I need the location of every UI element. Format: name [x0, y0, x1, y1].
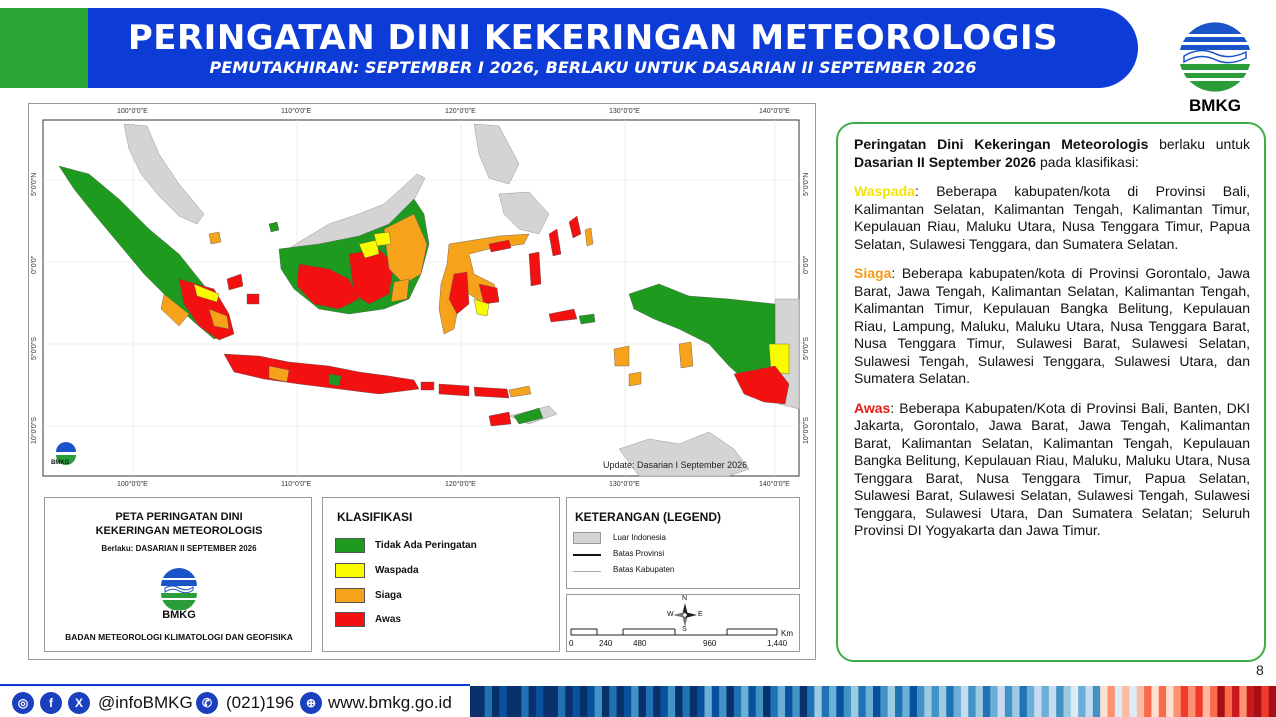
stripe — [961, 686, 969, 717]
info-waspada — [854, 183, 1250, 253]
waspada-label: Waspada — [854, 183, 915, 199]
classification-label: Siaga — [375, 590, 402, 601]
swatch-waspada — [335, 563, 365, 578]
lon-tick-bottom-130: 130°0'0"E — [609, 481, 640, 488]
website-link[interactable]: www.bmkg.go.id — [328, 693, 452, 712]
lon-tick-bottom-110: 110°0'0"E — [281, 481, 312, 488]
header-green-tab — [0, 8, 92, 88]
header-title-bar — [88, 8, 1138, 88]
stripe — [1217, 686, 1225, 717]
classification-legend — [322, 497, 560, 652]
lat-tick-left-10s: 10°0'0"S — [31, 417, 38, 444]
stripe — [1085, 686, 1093, 717]
line-province — [573, 554, 601, 556]
compass-s: S — [682, 626, 687, 633]
x-icon[interactable]: X — [68, 692, 90, 714]
classification-label: Waspada — [375, 565, 419, 576]
stripe — [1195, 686, 1203, 717]
stripe — [587, 686, 595, 717]
stripe — [785, 686, 793, 717]
stripe — [668, 686, 676, 717]
stripe — [939, 686, 947, 717]
legend-label: Luar Indonesia — [613, 533, 666, 542]
stripe — [748, 686, 756, 717]
bmkg-logo-small-icon — [157, 568, 201, 610]
stripe — [1203, 686, 1211, 717]
map-info-title — [45, 510, 313, 538]
stripe — [690, 686, 698, 717]
map-info-valid: Berlaku: DASARIAN II SEPTEMBER 2026 — [101, 544, 257, 553]
compass-n: N — [682, 595, 688, 602]
stripe — [558, 686, 566, 717]
stripe — [1188, 686, 1196, 717]
footer-top-line — [0, 684, 470, 686]
stripe — [602, 686, 610, 717]
swatch-no-warning — [335, 538, 365, 553]
stripe — [1107, 686, 1115, 717]
stripe — [814, 686, 822, 717]
stripe — [719, 686, 727, 717]
page-number: 8 — [1256, 662, 1264, 678]
stripe — [1115, 686, 1123, 717]
siaga-text: : Beberapa kabupaten/kota di Provinsi Gorontalo, Jawa Barat, Jawa Tengah, Kalimantan Selatan, Kalimantan Tengah, Kalimantan Timur, Kepulauan Bangka Belitung, Kepulauan Riau, Lampung, Maluku, Maluku Utara, Nusa Tenggara Barat, Nusa Tenggara Timur, Sulawesi Barat, Sulawesi Selatan, Sulawesi Tengah, Sulawesi Tenggara, Sulawesi Utara, dan Sumatera Selatan. — [854, 265, 1250, 386]
climate-stripes — [470, 686, 1276, 717]
stripe — [946, 686, 954, 717]
stripe — [1232, 686, 1240, 717]
classification-label: Tidak Ada Peringatan — [375, 540, 477, 551]
info-intro-text1: berlaku untuk — [1148, 136, 1250, 152]
lon-tick-top-110: 110°0'0"E — [281, 108, 312, 115]
stripe — [756, 686, 764, 717]
stripe — [888, 686, 896, 717]
stripe — [1144, 686, 1152, 717]
legend-label: Batas Provinsi — [613, 549, 665, 558]
stripe — [880, 686, 888, 717]
stripe — [763, 686, 771, 717]
stripe — [712, 686, 720, 717]
stripe — [1034, 686, 1042, 717]
stripe — [1020, 686, 1028, 717]
stripe — [536, 686, 544, 717]
stripe — [617, 686, 625, 717]
stripe — [1129, 686, 1137, 717]
globe-icon[interactable]: ⊕ — [300, 692, 322, 714]
stripe — [976, 686, 984, 717]
stripe — [902, 686, 910, 717]
stripe — [1093, 686, 1101, 717]
page-subtitle: PEMUTAKHIRAN: SEPTEMBER I 2026, BERLAKU UNTUK DASARIAN II SEPTEMBER 2026 — [209, 58, 977, 77]
stripe — [661, 686, 669, 717]
stripe — [1210, 686, 1218, 717]
scale-label-960: 960 — [703, 639, 717, 648]
stripe — [704, 686, 712, 717]
stripe — [858, 686, 866, 717]
phone-icon[interactable]: ✆ — [196, 692, 218, 714]
bmkg-logo-text: BMKG — [1189, 96, 1241, 115]
stripe — [1151, 686, 1159, 717]
classification-label: Awas — [375, 614, 401, 625]
compass-w: W — [667, 611, 674, 618]
stripe — [1012, 686, 1020, 717]
stripe — [521, 686, 529, 717]
stripe — [726, 686, 734, 717]
stripe — [1166, 686, 1174, 717]
lat-tick-right-5s: 5°0'0"S — [803, 337, 810, 360]
map-info-logo-text: BMKG — [162, 609, 196, 621]
stripe — [639, 686, 647, 717]
info-panel — [836, 122, 1266, 662]
line-regency — [573, 571, 601, 572]
stripe — [595, 686, 603, 717]
stripe — [822, 686, 830, 717]
stripe — [932, 686, 940, 717]
stripe — [866, 686, 874, 717]
awas-text: : Beberapa Kabupaten/Kota di Provinsi Bali, Banten, DKI Jakarta, Gorontalo, Jawa Barat, Jawa Tengah, Kalimantan Barat, Kalimantan Selatan, Kalimantan Tengah, Kepulauan Bangka Belitung, Kepulauan Riau, Maluku, Maluku Utara, Nusa Tenggara Barat, Nusa Tenggara Timur, Papua Selatan, Sulawesi Barat, Sulawesi Selatan, Sulawesi Tengah, Sulawesi Tenggara, Sulawesi Utara, Dan Sumatera Selatan; Seluruh Provinsi DI Yogyakarta dan Jawa Timur. — [854, 399, 1250, 538]
stripe — [1056, 686, 1064, 717]
map-bmkg-text: BMKG — [51, 460, 70, 466]
info-intro-text2: pada klasifikasi: — [1036, 153, 1139, 170]
siaga-label: Siaga — [854, 265, 892, 281]
stripe — [1225, 686, 1233, 717]
stripe — [1005, 686, 1013, 717]
info-awas — [854, 400, 1250, 540]
stripe — [682, 686, 690, 717]
map-legend-box — [566, 497, 800, 589]
stripe — [998, 686, 1006, 717]
scale-label-480: 480 — [633, 639, 647, 648]
scale-bar — [571, 629, 777, 635]
stripe — [573, 686, 581, 717]
stripe — [1100, 686, 1108, 717]
map-info-title-line2: KEKERINGAN METEOROLOGIS — [95, 525, 263, 537]
social-handle-link[interactable]: @infoBMKG — [98, 693, 193, 712]
stripe — [778, 686, 786, 717]
stripe — [499, 686, 507, 717]
stripe — [1027, 686, 1035, 717]
swatch-outside — [573, 532, 601, 544]
stripe — [543, 686, 551, 717]
stripe — [844, 686, 852, 717]
lat-tick-left-0: 0°0'0" — [31, 255, 38, 274]
stripe — [734, 686, 742, 717]
lon-tick-bottom-100: 100°0'0"E — [117, 481, 148, 488]
stripe — [873, 686, 881, 717]
stripe — [470, 686, 478, 717]
info-intro-bold2: Dasarian II September 2026 — [854, 153, 1037, 170]
stripe — [895, 686, 903, 717]
info-intro — [854, 136, 1250, 171]
stripe — [1159, 686, 1167, 717]
stripe — [1137, 686, 1145, 717]
instagram-icon[interactable]: ◎ — [12, 692, 34, 714]
lon-tick-top-100: 100°0'0"E — [117, 108, 148, 115]
stripe — [1269, 686, 1276, 717]
lat-tick-right-5n: 5°0'0"N — [803, 172, 810, 196]
compass-e: E — [698, 611, 703, 618]
stripe — [1071, 686, 1079, 717]
map-info-agency: BADAN METEOROLOGI KLIMATOLOGI DAN GEOFISIKA — [65, 632, 293, 642]
map-legend-title: KETERANGAN (LEGEND) — [575, 510, 721, 524]
stripe — [646, 686, 654, 717]
stripe — [565, 686, 573, 717]
lon-tick-top-140: 140°0'0"E — [759, 108, 790, 115]
stripe — [836, 686, 844, 717]
lat-tick-right-10s: 10°0'0"S — [803, 417, 810, 444]
swatch-siaga — [335, 588, 365, 603]
stripe — [983, 686, 991, 717]
stripe — [792, 686, 800, 717]
stripe — [1261, 686, 1269, 717]
stripe — [1247, 686, 1255, 717]
stripe — [990, 686, 998, 717]
stripe — [1254, 686, 1262, 717]
stripe — [492, 686, 500, 717]
stripe — [1122, 686, 1130, 717]
legend-label: Batas Kabupaten — [613, 565, 675, 574]
stripe — [653, 686, 661, 717]
stripe — [1049, 686, 1057, 717]
lon-tick-top-120: 120°0'0"E — [445, 108, 476, 115]
scale-label-1440: 1,440 — [767, 639, 788, 648]
stripe — [507, 686, 515, 717]
stripe — [580, 686, 588, 717]
stripe — [968, 686, 976, 717]
stripe — [477, 686, 485, 717]
phone-link[interactable]: (021)196 — [226, 693, 295, 712]
stripe — [529, 686, 537, 717]
lat-tick-right-0: 0°0'0" — [803, 255, 810, 274]
lon-tick-bottom-120: 120°0'0"E — [445, 481, 476, 488]
swatch-awas — [335, 612, 365, 627]
stripe — [514, 686, 522, 717]
info-siaga — [854, 265, 1250, 388]
info-intro-bold1: Peringatan Dini Kekeringan Meteorologis — [854, 136, 1149, 152]
stripe — [631, 686, 639, 717]
lat-tick-left-5s: 5°0'0"S — [31, 337, 38, 360]
stripe — [807, 686, 815, 717]
stripe — [800, 686, 808, 717]
stripe — [851, 686, 859, 717]
stripe — [924, 686, 932, 717]
stripe — [697, 686, 705, 717]
awas-label: Awas — [854, 399, 891, 416]
waspada-text: : Beberapa kabupaten/kota di Provinsi Bali, Kalimantan Selatan, Kalimantan Tengah, Kalimantan Timur, Kepulauan Riau, Maluku Utara, Nusa Tenggara Timur, Papua Selatan, Sulawesi Tenggara, dan Sumatera Selatan. — [854, 183, 1250, 252]
stripe — [1181, 686, 1189, 717]
stripe — [1239, 686, 1247, 717]
stripe — [770, 686, 778, 717]
facebook-icon[interactable]: f — [40, 692, 62, 714]
map-update-note: Update: Dasarian I September 2026 — [603, 460, 748, 470]
stripe — [917, 686, 925, 717]
lon-tick-top-130: 130°0'0"E — [609, 108, 640, 115]
stripe — [675, 686, 683, 717]
scale-unit: Km — [781, 629, 793, 638]
lon-tick-bottom-140: 140°0'0"E — [759, 481, 790, 488]
stripe — [624, 686, 632, 717]
stripe — [551, 686, 559, 717]
scale-label-0: 0 — [569, 639, 574, 648]
page-title: PERINGATAN DINI KEKERINGAN METEOROLOGIS — [127, 18, 1059, 58]
stripe — [910, 686, 918, 717]
stripe — [741, 686, 749, 717]
map-info-title-line1: PETA PERINGATAN DINI — [115, 511, 243, 523]
scale-label-240: 240 — [599, 639, 613, 648]
stripe — [954, 686, 962, 717]
stripe — [609, 686, 617, 717]
stripe — [1173, 686, 1181, 717]
stripe — [485, 686, 493, 717]
map-info-box — [44, 497, 312, 652]
classification-title: KLASIFIKASI — [337, 510, 413, 524]
stripe — [1042, 686, 1050, 717]
stripe — [1078, 686, 1086, 717]
compass-icon — [673, 603, 697, 627]
lat-tick-left-5n: 5°0'0"N — [31, 172, 38, 196]
stripe — [829, 686, 837, 717]
stripe — [1064, 686, 1072, 717]
scale-box — [566, 594, 800, 652]
